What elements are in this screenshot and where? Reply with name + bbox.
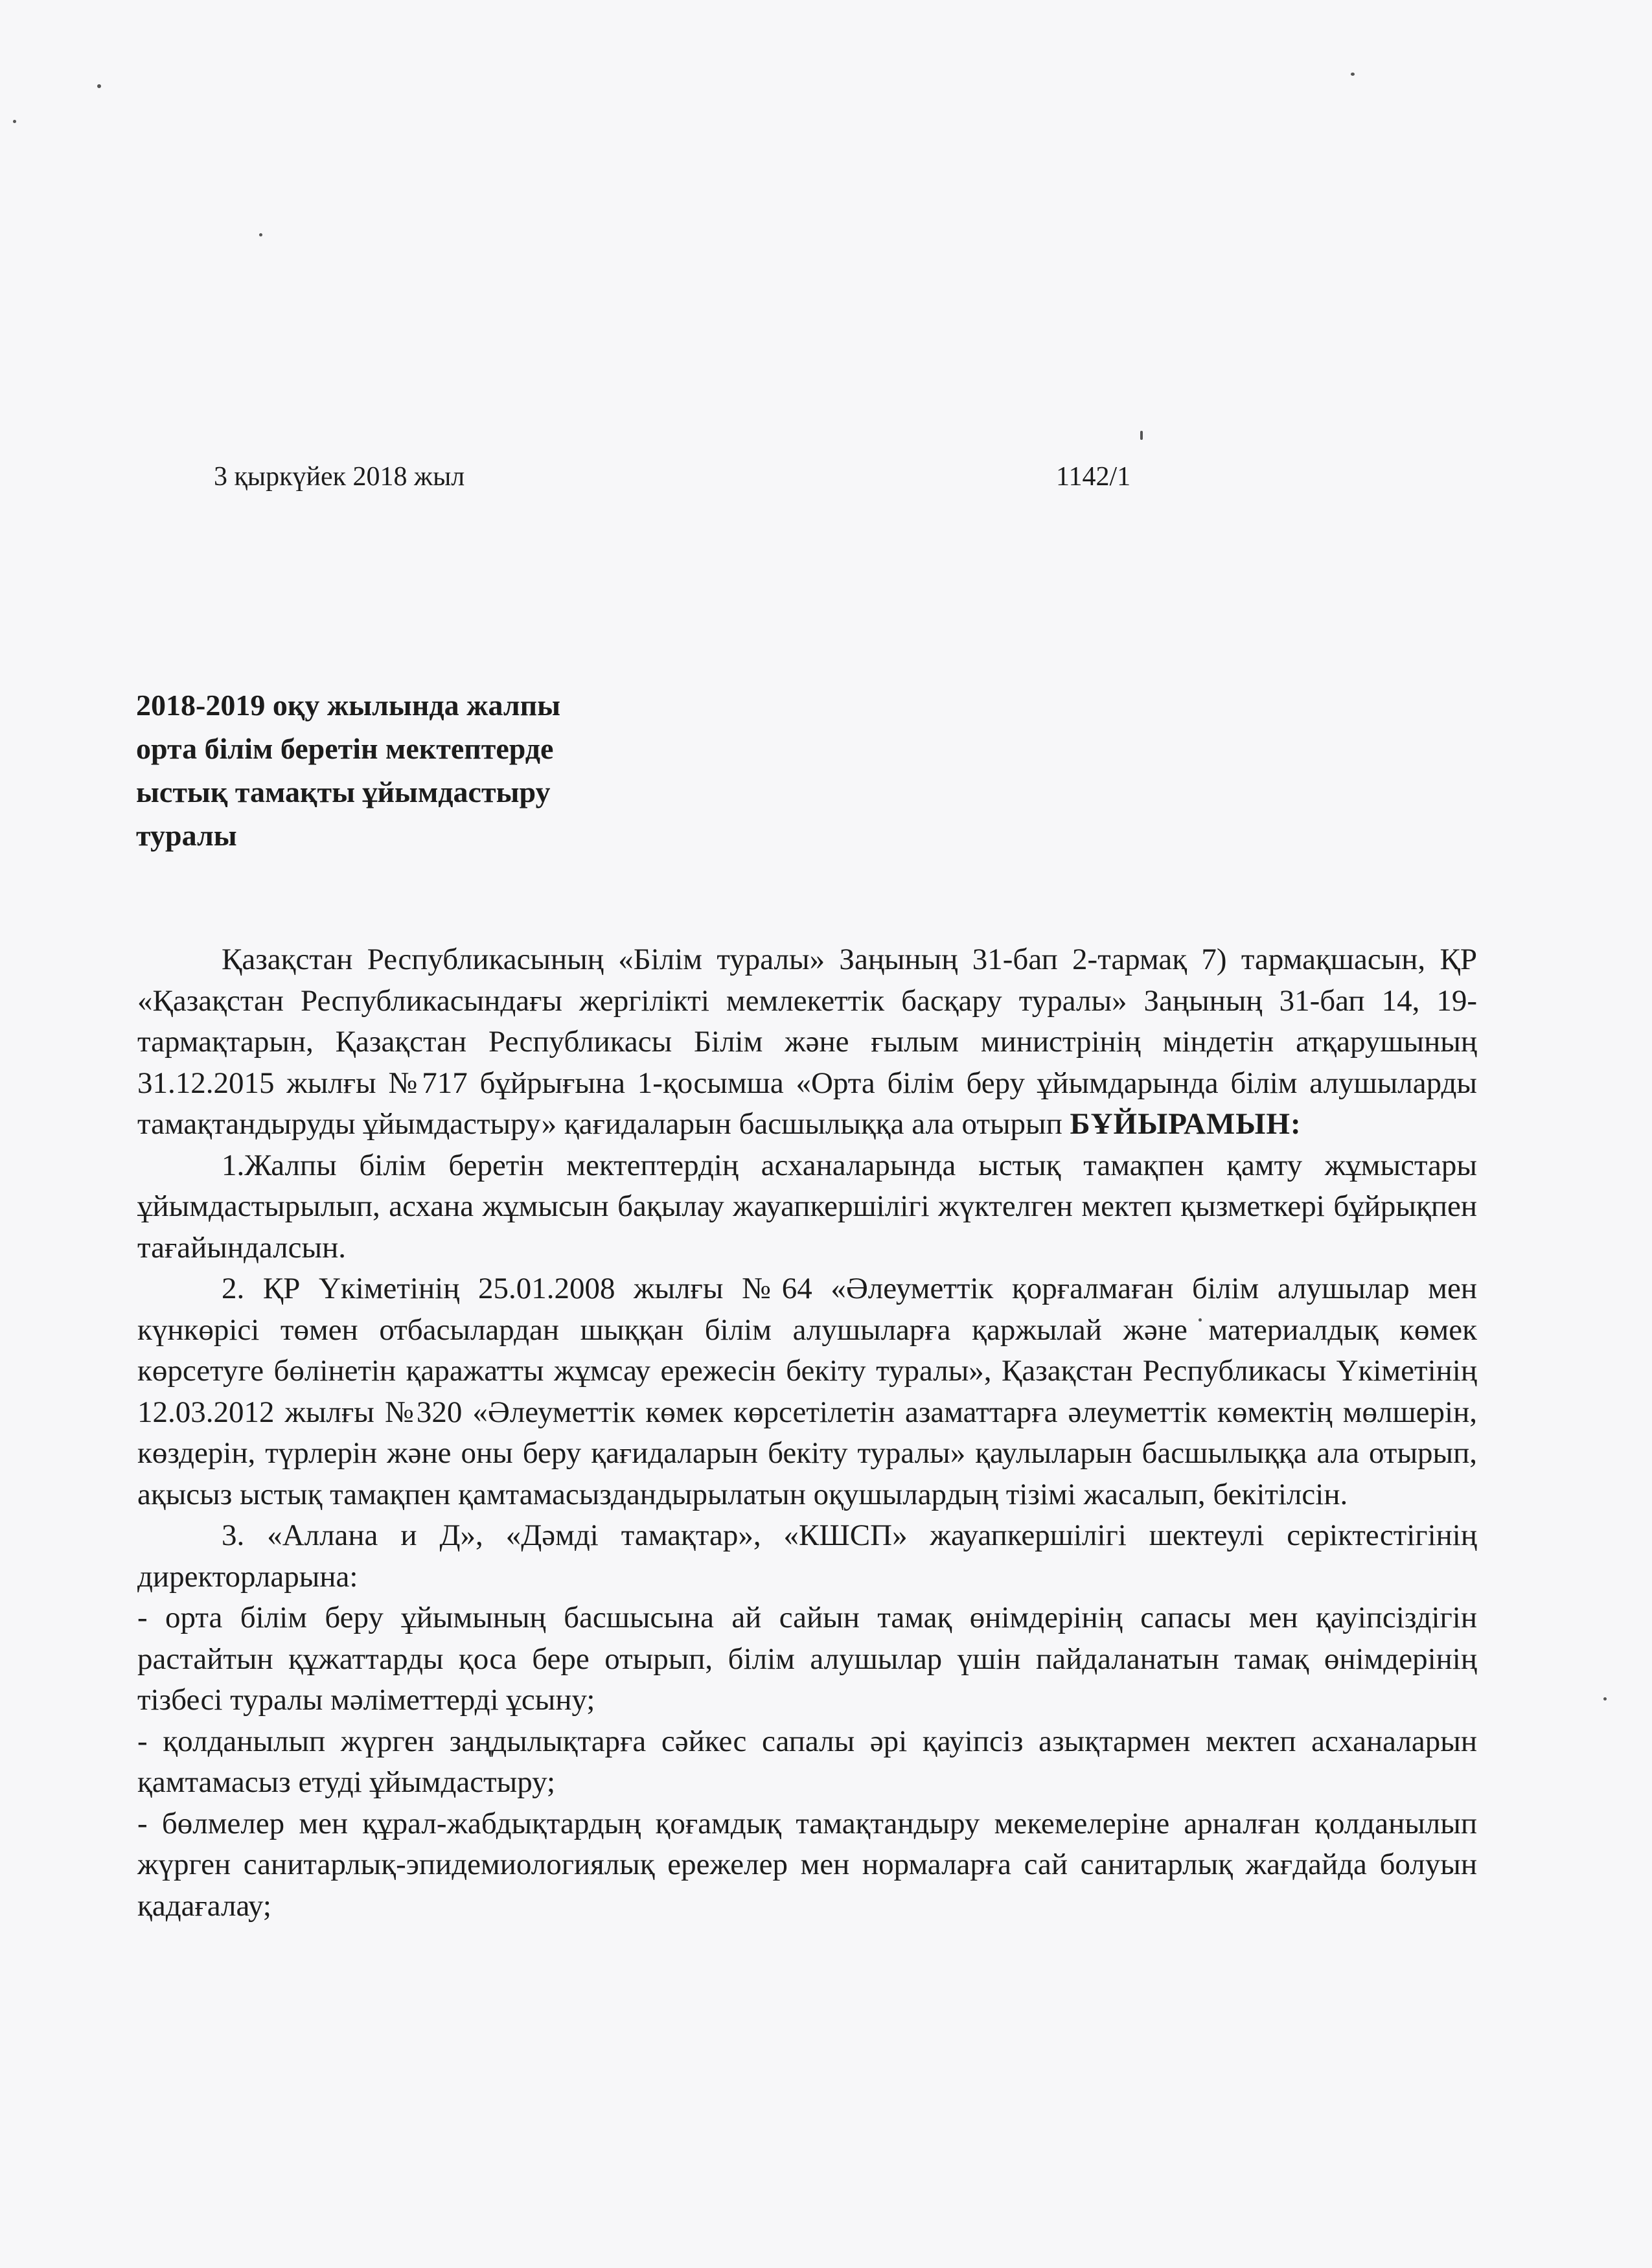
scan-speck [97, 84, 101, 88]
bullet-item: - қолданылып жүрген заңдылықтарға сәйкес сапалы әрі қауіпсіз азықтармен мектеп асханаларын қамтамасыз етуді ұйымдастыру; [137, 1724, 1477, 1799]
order-title [136, 683, 719, 857]
scan-speck [1351, 73, 1355, 76]
scan-speck [1603, 1697, 1607, 1701]
item-3-paragraph: 3. «Аллана и Д», «Дәмді тамақтар», «КШСП» жауапкершілігі шектеулі серіктестігінің директорларына: [137, 1518, 1477, 1594]
item-2-paragraph: 2. ҚР Үкіметінің 25.01.2008 жылғы №64 «Әлеуметтік қорғалмаған білім алушылар мен күнкөрісі төмен отбасылардан шыққан білім алушыларға қаржылай және материалдық көмек көрсетуге бөлінетін қаражатты жұмсау ережесін бекіту туралы», Қазақстан Республикасы Үкіметінің 12.03.2012 жылғы №320 «Әлеуметтік көмек көрсетілетін азаматтарға әлеуметтік көмектің мөлшерін, көздерін, түрлерін және оны беру қағидаларын бекіту туралы» қаулыларын басшылыққа ала отырып, ақысыз ыстық тамақпен қамтамасыздандырылатын оқушылардың тізімі жасалып, бекітілсін. [137, 1272, 1477, 1511]
title-line: туралы [136, 819, 237, 852]
scan-speck [13, 120, 16, 123]
scan-speck [1140, 431, 1143, 440]
scan-speck [259, 233, 262, 236]
preamble-text: Қазақстан Республикасының «Білім туралы» Заңының 31-бап 2-тармақ 7) тармақшасын, ҚР «Қазақстан Республикасындағы жергілікті мемлекеттік басқару туралы» Заңының 31-бап 14, 19-тармақтарын, Қазақстан Республикасы Білім және ғылым министрінің міндетін атқарушының 31.12.2015 жылғы №717 бұйрығына 1-қосымша «Орта білім беру ұйымдарында білім алушыларды тамақтандыруды ұйымдастыру» қағидаларын басшылыққа ала отырып [137, 943, 1477, 1141]
title-line: 2018-2019 оқу жылында жалпы [136, 689, 561, 722]
item-1-paragraph: 1.Жалпы білім беретін мектептердің асханаларында ыстық тамақпен қамту жұмыстары ұйымдастырылып, асхана жұмысын бақылау жауапкершілігі жүктелген мектеп қызметкері бұйрықпен тағайындалсын. [137, 1148, 1477, 1265]
title-line: орта білім беретін мектептерде [136, 732, 554, 765]
order-number: 1142/1 [1056, 462, 1131, 492]
order-word: БҰЙЫРАМЫН: [1070, 1107, 1302, 1141]
title-line: ыстық тамақты ұйымдастыру [136, 775, 551, 808]
bullet-item: - бөлмелер мен құрал-жабдықтардың қоғамдық тамақтандыру мекемелеріне арналған қолданылып жүрген санитарлық-эпидемиологиялық ережелер мен нормаларға сай санитарлық жағдайда болуын қадағалау; [137, 1806, 1477, 1923]
order-body [137, 939, 1477, 1927]
order-date: 3 қыркүйек 2018 жыл [214, 462, 465, 492]
bullet-item: - орта білім беру ұйымының басшысына ай сайын тамақ өнімдерінің сапасы мен қауіпсіздігін растайтын құжаттарды қоса бере отырып, білім алушылар үшін пайдаланатын тамақ өнімдерінің тізбесі туралы мәліметтерді ұсыну; [137, 1601, 1477, 1717]
preamble-paragraph [137, 939, 1477, 1145]
